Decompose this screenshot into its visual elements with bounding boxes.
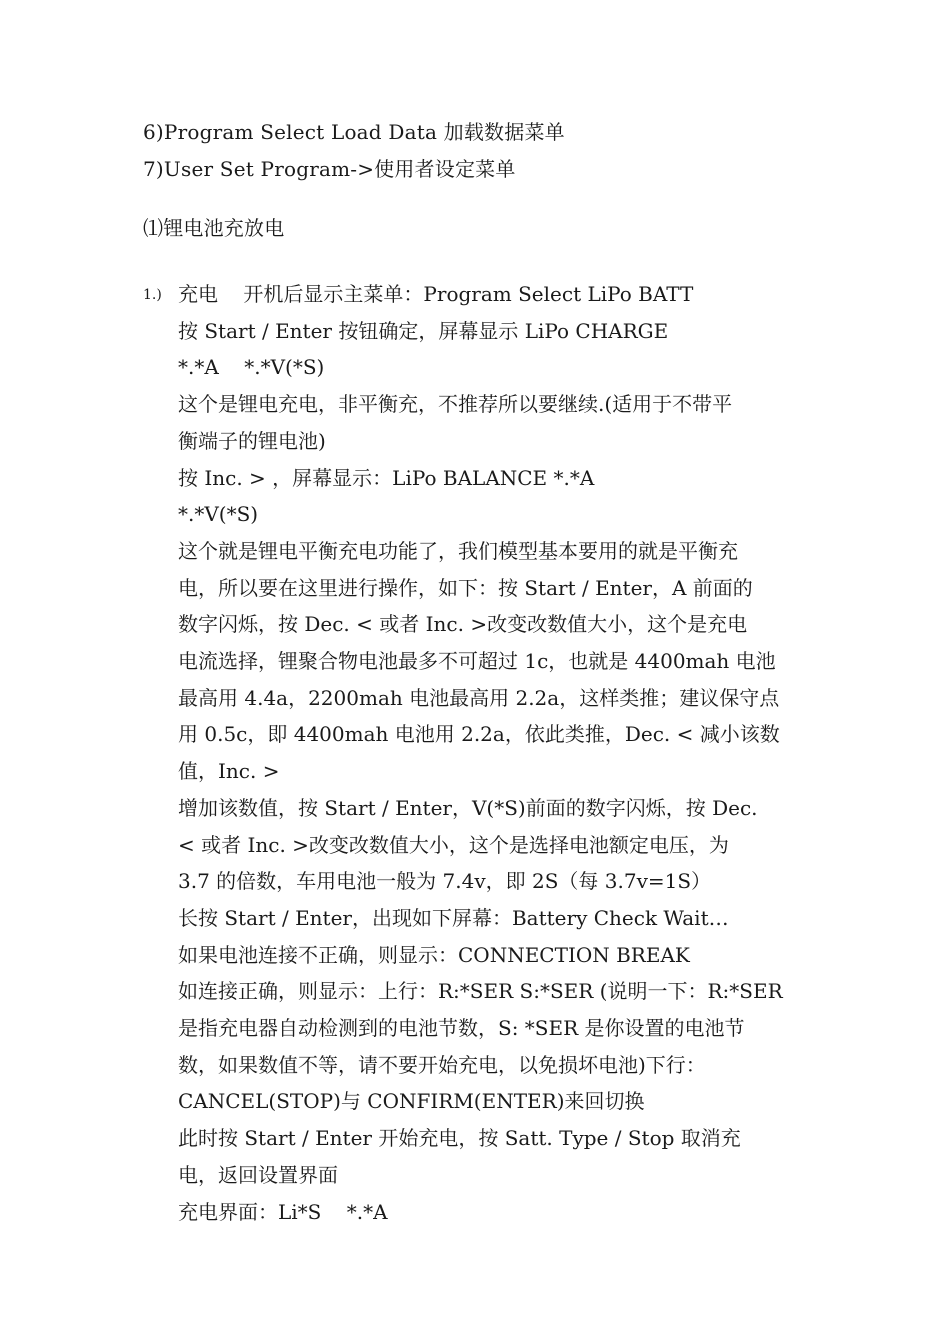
body-line: 如果电池连接不正确，则显示：CONNECTION BREAK [178,942,690,967]
body-line: 长按 Start / Enter，出现如下屏幕：Battery Check Wait… [178,905,729,930]
body-line: 按 Inc. > ，屏幕显示：LiPo BALANCE *.*A [178,465,595,490]
body-line: 电，返回设置界面 [178,1162,338,1187]
list-number: 1.) [143,287,162,303]
body-line: 此时按 Start / Enter 开始充电，按 Satt. Type / Stop 取消充 [178,1126,741,1151]
header-line-6: 6)Program Select Load Data 加载数据菜单 [143,120,565,144]
section-title: ⑴锂电池充放电 [143,216,285,240]
body-line: 衡端子的锂电池) [178,428,326,453]
body-line: 增加该数值，按 Start / Enter，V(*S)前面的数字闪烁，按 Dec. [178,795,758,820]
body-line: 用 0.5c，即 4400mah 电池用 2.2a，依此类推，Dec. < 减小该数 [178,722,780,747]
body-line: *.*V(*S) [178,502,259,527]
body-line: 数字闪烁，按 Dec. < 或者 Inc. >改变改数值大小，这个是充电 [178,612,748,637]
body-line: 是指充电器自动检测到的电池节数，S: *SER 是你设置的电池节 [178,1016,745,1041]
body-line: 充电界面：Li*S *.*A [178,1199,388,1224]
body-text-block [178,276,808,1230]
body-line: 3.7 的倍数，车用电池一般为 7.4v，即 2S（每 3.7v=1S） [178,869,712,894]
body-line: 电流选择，锂聚合物电池最多不可超过 1c，也就是 4400mah 电池 [178,649,776,674]
header-line-7: 7)User Set Program->使用者设定菜单 [143,157,516,181]
body-line: 这个是锂电充电，非平衡充，不推荐所以要继续.(适用于不带平 [178,392,733,417]
body-line: 数，如果数值不等，请不要开始充电，以免损坏电池)下行： [178,1052,706,1077]
body-line: *.*A *.*V(*S) [178,355,325,380]
body-line: 最高用 4.4a，2200mah 电池最高用 2.2a，这样类推；建议保守点 [178,685,780,710]
body-line: 这个就是锂电平衡充电功能了，我们模型基本要用的就是平衡充 [178,538,738,563]
body-line: 充电 开机后显示主菜单：Program Select LiPo BATT [178,282,694,306]
body-line: 按 Start / Enter 按钮确定，屏幕显示 LiPo CHARGE [178,318,669,343]
body-line: CANCEL(STOP)与 CONFIRM(ENTER)来回切换 [178,1089,645,1114]
body-line: 如连接正确，则显示：上行：R:*SER S:*SER (说明一下：R:*SER [178,979,783,1004]
body-line: < 或者 Inc. >改变改数值大小，这个是选择电池额定电压，为 [178,832,729,857]
body-line: 值，Inc. > [178,759,280,784]
body-line: 电，所以要在这里进行操作，如下：按 Start / Enter，A 前面的 [178,575,753,600]
